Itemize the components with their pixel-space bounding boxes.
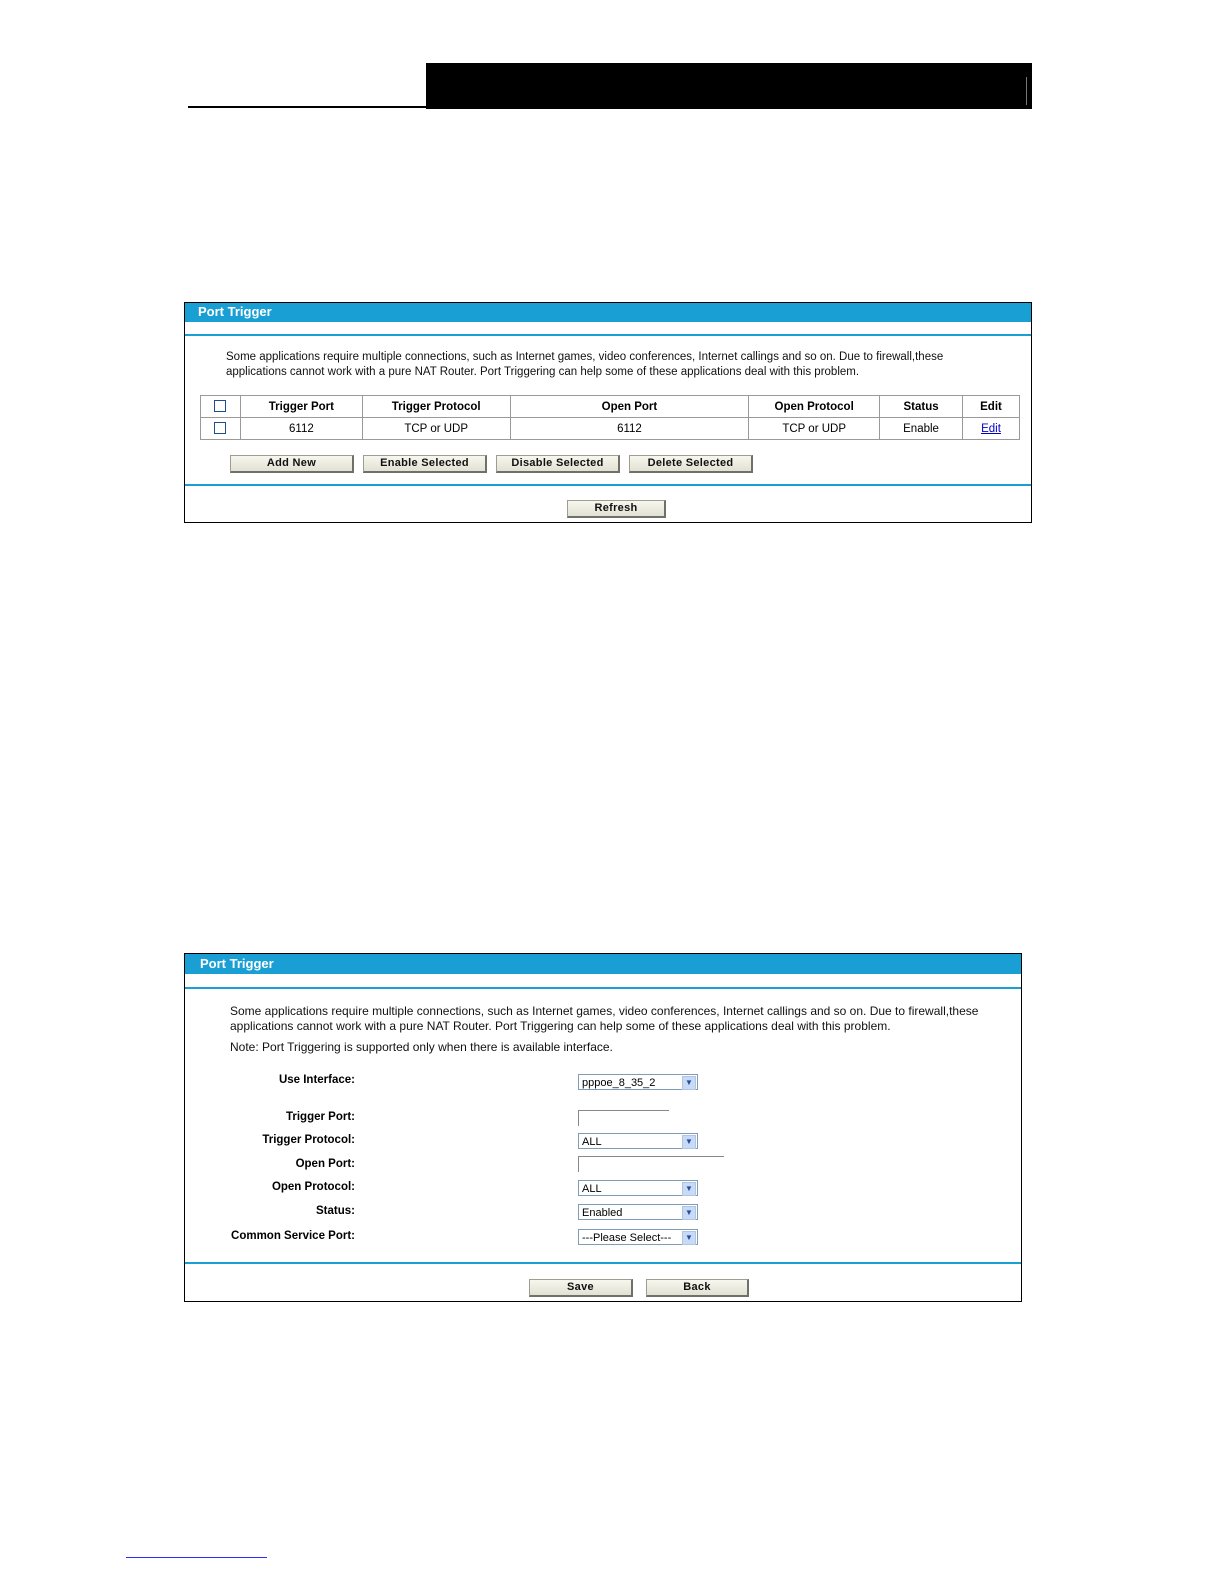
open-port-input[interactable] bbox=[578, 1156, 724, 1172]
status-value: Enabled bbox=[582, 1207, 623, 1219]
col-trigger-port: Trigger Port bbox=[240, 396, 362, 418]
description-line: applications cannot work with a pure NAT Router. Port Triggering can help some of these applications deal with this problem. bbox=[226, 366, 860, 378]
description bbox=[226, 350, 943, 380]
cell-trigger-port: 6112 bbox=[240, 418, 362, 440]
enable-selected-button[interactable]: Enable Selected bbox=[363, 455, 487, 473]
note-text: Note: Port Triggering is supported only when there is available interface. bbox=[230, 1040, 613, 1054]
divider bbox=[185, 987, 1021, 989]
cell-status: Enable bbox=[880, 418, 963, 440]
common-service-port-value: ---Please Select--- bbox=[582, 1232, 672, 1244]
table-row bbox=[201, 418, 1020, 440]
trigger-protocol-label: Trigger Protocol: bbox=[262, 1134, 355, 1146]
chevron-down-icon: ▼ bbox=[682, 1231, 696, 1245]
footer-link-underline bbox=[126, 1557, 267, 1558]
col-trigger-protocol: Trigger Protocol bbox=[362, 396, 510, 418]
disable-selected-button[interactable]: Disable Selected bbox=[496, 455, 620, 473]
table-header-row bbox=[201, 396, 1020, 418]
add-new-button[interactable]: Add New bbox=[230, 455, 354, 473]
port-trigger-table bbox=[200, 395, 1020, 440]
open-protocol-select[interactable] bbox=[578, 1180, 698, 1196]
row-select-cell bbox=[201, 418, 241, 440]
status-select[interactable] bbox=[578, 1204, 698, 1220]
chevron-down-icon: ▼ bbox=[682, 1135, 696, 1149]
common-service-port-label: Common Service Port: bbox=[231, 1230, 355, 1242]
select-all-cell bbox=[201, 396, 241, 418]
trigger-port-label: Trigger Port: bbox=[285, 1111, 355, 1123]
port-trigger-list-panel bbox=[184, 302, 1032, 523]
header-bar bbox=[426, 63, 1032, 109]
description-line: Some applications require multiple connections, such as Internet games, video conferences, Internet callings and so on. Due to firewall,these bbox=[230, 1004, 979, 1018]
chevron-down-icon: ▼ bbox=[682, 1182, 696, 1196]
divider bbox=[185, 1262, 1021, 1264]
use-interface-label: Use Interface: bbox=[278, 1074, 355, 1086]
row-checkbox[interactable] bbox=[214, 422, 226, 434]
open-protocol-label: Open Protocol: bbox=[271, 1181, 355, 1193]
cell-open-port: 6112 bbox=[510, 418, 749, 440]
divider bbox=[185, 334, 1031, 336]
divider bbox=[185, 484, 1031, 486]
edit-link[interactable]: Edit bbox=[981, 422, 1001, 435]
use-interface-select[interactable] bbox=[578, 1074, 698, 1090]
cell-open-protocol: TCP or UDP bbox=[749, 418, 880, 440]
trigger-protocol-select[interactable] bbox=[578, 1133, 698, 1149]
cell-edit bbox=[963, 418, 1020, 440]
col-open-port: Open Port bbox=[510, 396, 749, 418]
select-all-checkbox[interactable] bbox=[214, 400, 226, 412]
chevron-down-icon: ▼ bbox=[682, 1076, 696, 1090]
save-button[interactable]: Save bbox=[529, 1279, 633, 1297]
trigger-port-input[interactable] bbox=[578, 1110, 669, 1126]
port-trigger-form-panel bbox=[184, 953, 1022, 1302]
header-rule bbox=[188, 106, 428, 108]
use-interface-value: pppoe_8_35_2 bbox=[582, 1077, 656, 1089]
col-open-protocol: Open Protocol bbox=[749, 396, 880, 418]
panel-title: Port Trigger bbox=[185, 954, 1021, 974]
description-line: applications cannot work with a pure NAT Router. Port Triggering can help some of these applications deal with this problem. bbox=[230, 1019, 891, 1033]
panel-title: Port Trigger bbox=[185, 303, 1031, 322]
refresh-button[interactable]: Refresh bbox=[567, 500, 666, 518]
description bbox=[230, 1004, 978, 1055]
trigger-protocol-value: ALL bbox=[582, 1136, 602, 1148]
col-status: Status bbox=[880, 396, 963, 418]
cell-trigger-protocol: TCP or UDP bbox=[362, 418, 510, 440]
common-service-port-select[interactable] bbox=[578, 1229, 698, 1245]
open-protocol-value: ALL bbox=[582, 1183, 602, 1195]
delete-selected-button[interactable]: Delete Selected bbox=[629, 455, 753, 473]
col-edit: Edit bbox=[963, 396, 1020, 418]
status-label: Status: bbox=[316, 1205, 355, 1217]
chevron-down-icon: ▼ bbox=[682, 1206, 696, 1220]
open-port-label: Open Port: bbox=[295, 1158, 355, 1170]
description-line: Some applications require multiple connections, such as Internet games, video conferences, Internet callings and so on. Due to firewall,these bbox=[226, 351, 944, 363]
back-button[interactable]: Back bbox=[646, 1279, 749, 1297]
